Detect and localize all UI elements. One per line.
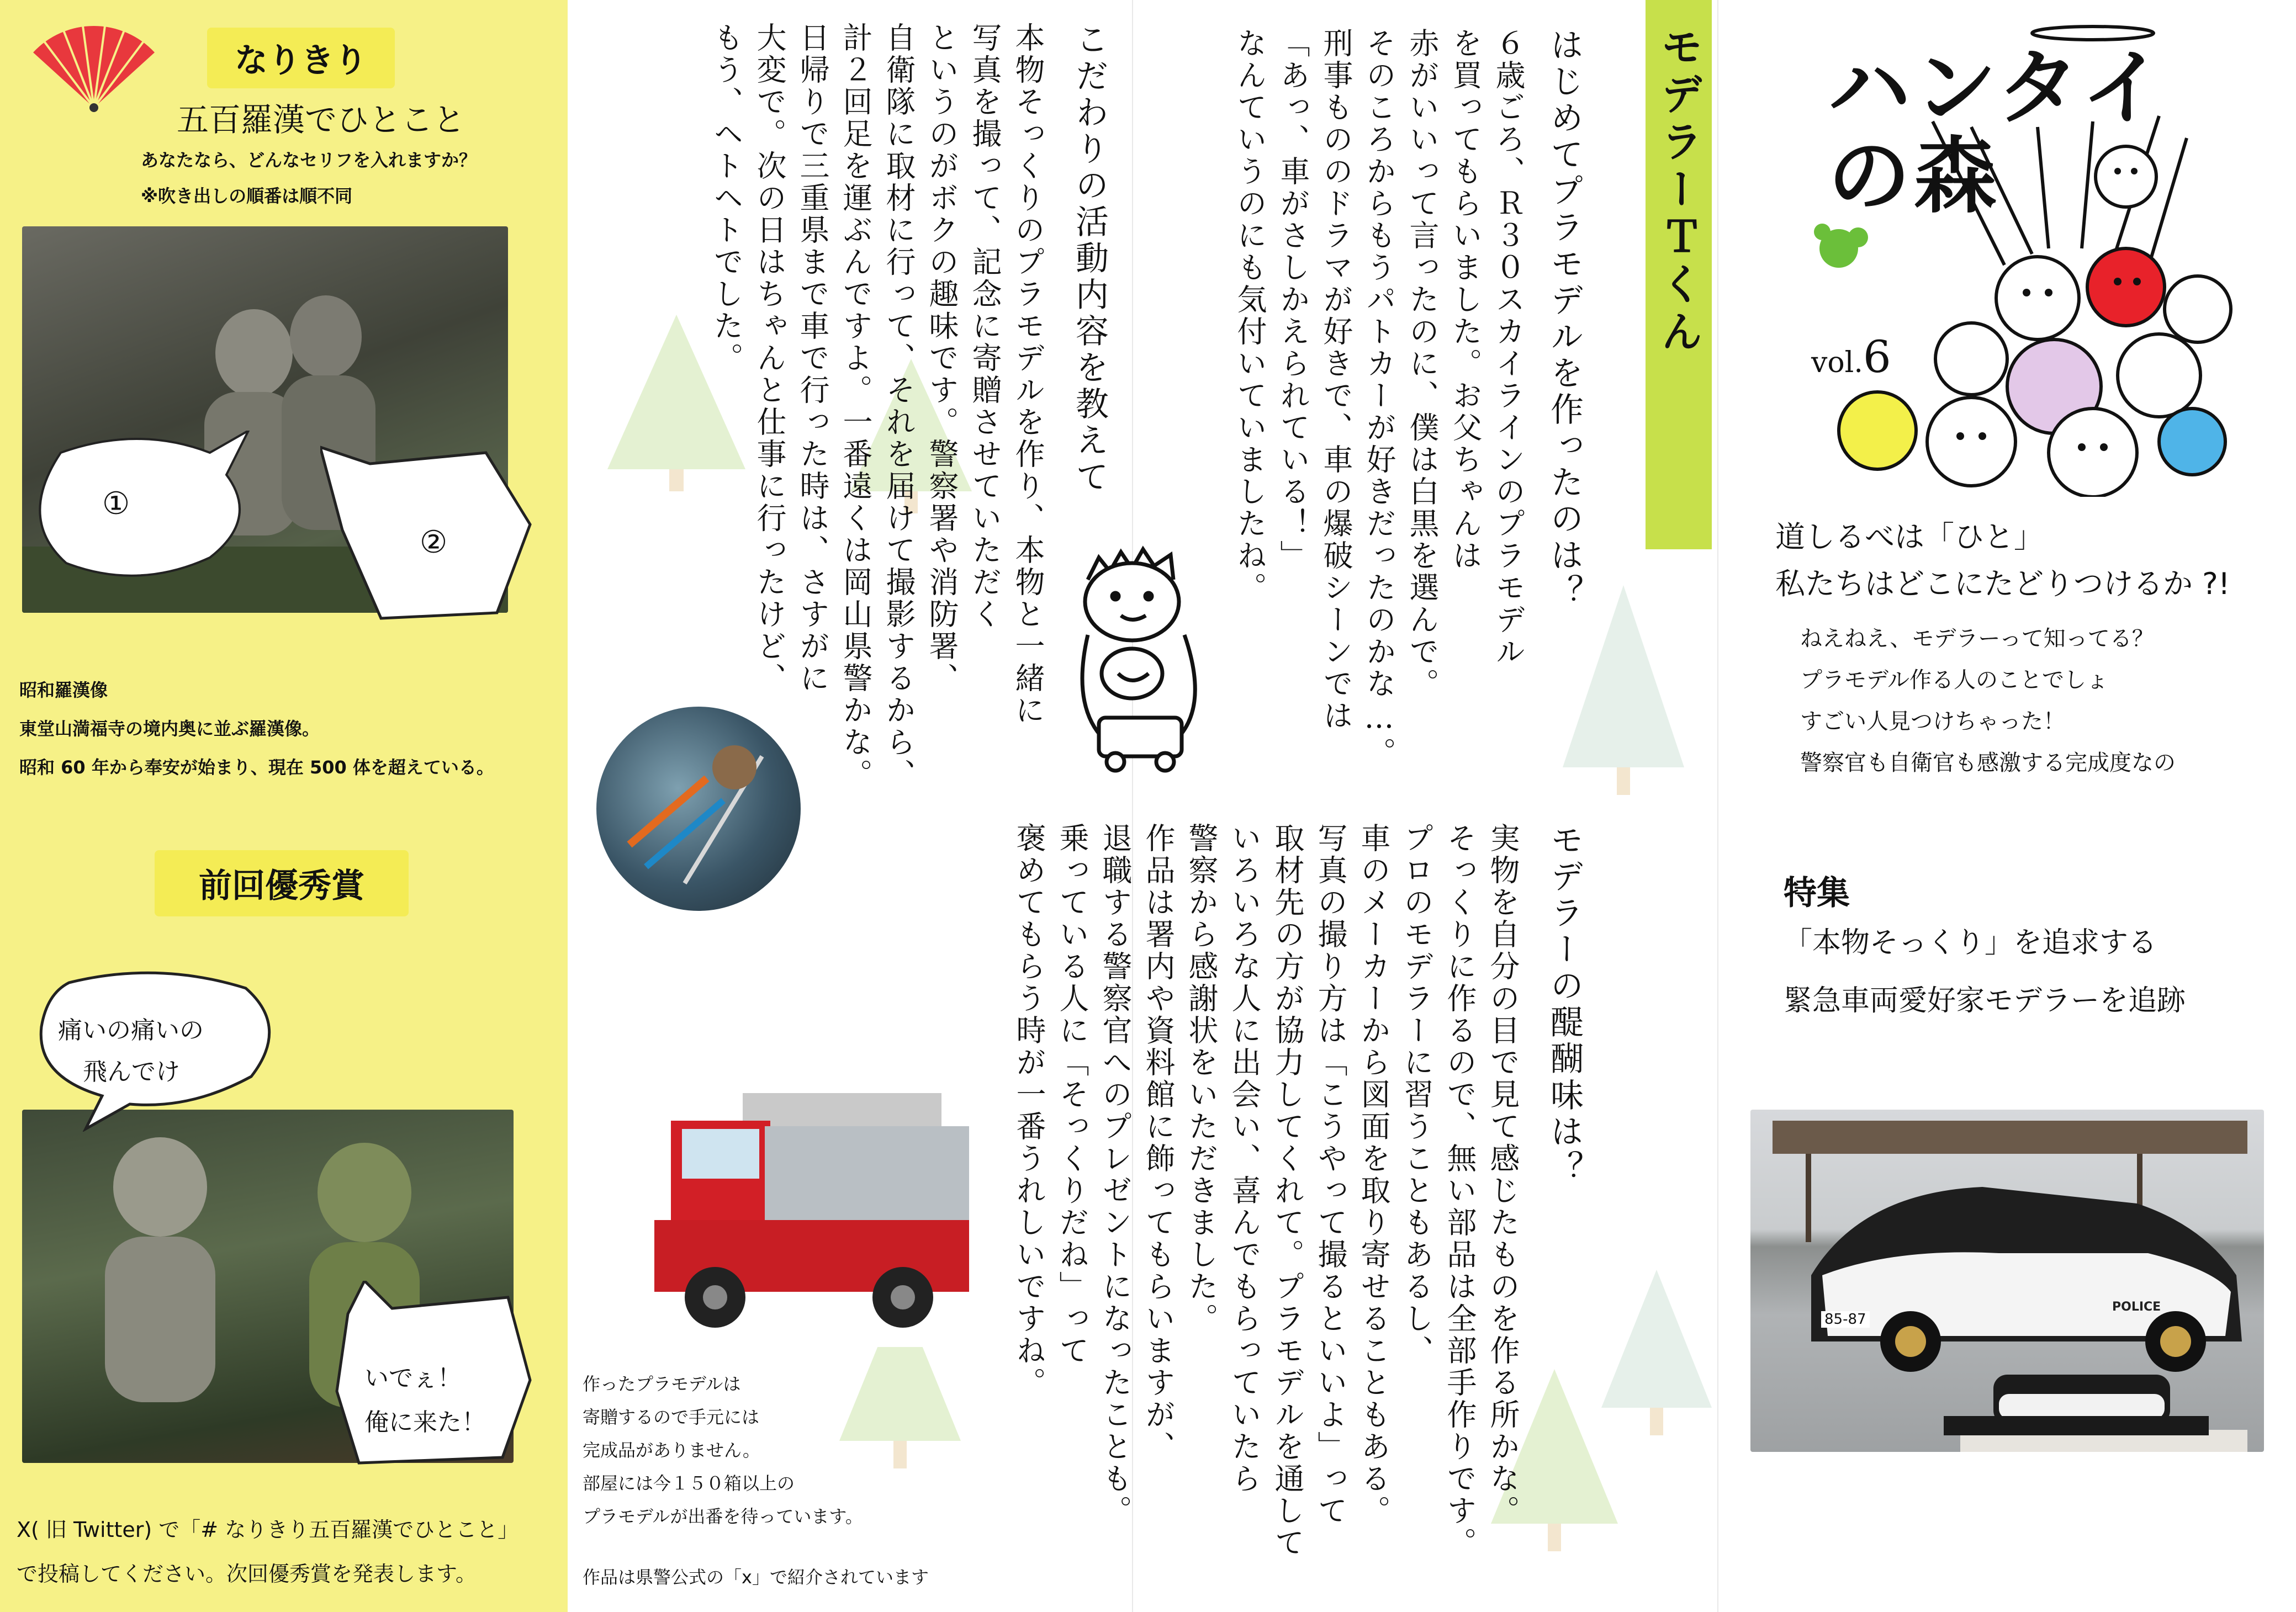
tree-icon bbox=[1563, 585, 1684, 795]
tree-icon bbox=[1601, 1270, 1712, 1435]
chat-line: すごい人見つけちゃった！ bbox=[1800, 709, 2065, 734]
feature-label: 特集 bbox=[1784, 874, 1850, 913]
tagline-line: 私たちはどこにたどりつけるか ?! bbox=[1775, 566, 2230, 601]
name-banner-text: モデラーＴくん bbox=[1654, 25, 1704, 357]
q3-body: 実物を自分の目で見て感じたものを作る所かな。 そっくりに作るので、無い部品は全部手作りです。 プロのモデラーに習うこともあるし、 車のメーカーから図面を取り寄せることもある。 写真の撮り方は「こうやって撮るといいよ」って 取材先の方が協力してくれて。プラモデルを通して いろいろな人に出会い、喜んでもらっていたら 警察から感謝状をいただきました。 作品は署内や資料館に飾ってもらいますが、 退職する警察官へのプレゼントになったことも。 乗っている人に「そっくりだね」って 褒めてもらう時が一番うれしいですね。 bbox=[1012, 823, 1520, 1559]
statue-caption-title: 昭和羅漢像 bbox=[19, 680, 108, 701]
q2-heading: こだわりの活動内容を教えて bbox=[1070, 22, 1109, 496]
footer-line: で投稿してください。次回優秀賞を発表します。 bbox=[17, 1562, 477, 1586]
x-note: 作品は県警公式の「x」で紹介されています bbox=[583, 1567, 929, 1588]
photo-caption-line: プラモデルが出番を待っています。 bbox=[583, 1506, 863, 1527]
name-banner bbox=[1646, 0, 1712, 549]
vol-number: 6 bbox=[1863, 331, 1891, 383]
police-car-photo bbox=[1750, 1110, 2264, 1452]
chat-line: ねえねえ、モデラーって知ってる？ bbox=[1800, 626, 2154, 651]
q3-heading: モデラーの醍醐味は？ bbox=[1545, 823, 1584, 1187]
statue-caption-line: 昭和 60 年から奉安が始まり、現在 500 体を超えている。 bbox=[19, 757, 494, 778]
bubble-1-label: ① bbox=[102, 486, 130, 522]
narikiri-title: 五百羅漢でひとこと bbox=[177, 101, 465, 139]
q1-body: ６歳ごろ、Ｒ３０スカイラインのプラモデル を買ってもらいました。お父ちゃんは 赤がいいって言ったのに、僕は白黒を選んで。 そのころからもうパトカーが好きだったのかな…。 刑事もののドラマが好きで、車の爆破シーンでは 「あっ、車がさしかえられている！」 なんていうのにも気付いていましたね。 bbox=[1232, 28, 1526, 769]
q1-heading: はじめてプラモデルを作ったのは？ bbox=[1545, 28, 1584, 611]
prize-bubble-2-line: 俺に来た！ bbox=[364, 1408, 486, 1436]
chat-line: プラモデル作る人のことでしょ bbox=[1800, 667, 2108, 693]
volume-label bbox=[1811, 331, 1891, 383]
photo-caption-line: 作ったプラモデルは bbox=[583, 1374, 741, 1394]
photo-caption-line: 寄贈するので手元には bbox=[583, 1407, 760, 1428]
prize-bubble-2-line: いでぇ！ bbox=[364, 1364, 462, 1392]
fan-icon bbox=[28, 19, 160, 113]
plate-text: 85-87 bbox=[1821, 1311, 1870, 1328]
note-line: ※吹き出しの順番は順不同 bbox=[141, 185, 353, 206]
logo-text: ハンタイの森 bbox=[1828, 40, 2168, 225]
vol-label: vol. bbox=[1811, 346, 1863, 379]
feature-line: 「本物そっくり」を追求する bbox=[1784, 926, 2157, 959]
police-text: POLICE bbox=[2112, 1300, 2161, 1314]
speech-bubble bbox=[25, 966, 290, 1132]
modeler-illustration bbox=[1066, 541, 1220, 778]
tagline-line: 道しるべは「ひと」 bbox=[1775, 519, 2044, 554]
q2-body: 本物そっくりのプラモデルを作り、本物と一緒に 写真を撮って、記念に寄贈させていただく というのがボクの趣味です。警察署や消防署、 自衛隊に取材に行って、それを届けて撮影するから、 計２回足を運ぶんですよ。一番遠くは岡山県警かな。 日帰りで三重県まで車で行った時は、さすがに 大変で。次の日はちゃんと仕事に行ったけど、 もう、ヘトヘトでした。 bbox=[709, 22, 1045, 791]
prize-badge: 前回優秀賞 bbox=[155, 850, 409, 916]
fire-truck-photo bbox=[605, 1077, 991, 1364]
fold-line bbox=[1717, 0, 1718, 1612]
statue-caption-line: 東堂山満福寺の境内奥に並ぶ羅漢像。 bbox=[19, 718, 320, 739]
feature-line: 緊急車両愛好家モデラーを追跡 bbox=[1784, 984, 2186, 1017]
prize-bubble-1-line: 痛いの痛いの bbox=[58, 1016, 204, 1044]
logo-illustration bbox=[1806, 11, 2236, 497]
chat-line: 警察官も自衛官も感激する完成度なの bbox=[1800, 750, 2176, 776]
narikiri-badge: なりきり bbox=[207, 28, 395, 88]
bubble-2-label: ② bbox=[420, 524, 448, 560]
prompt-line: あなたなら、どんなセリフを入れますか？ bbox=[141, 150, 477, 171]
photo-caption-line: 完成品がありません。 bbox=[583, 1440, 760, 1461]
speech-bubble bbox=[28, 431, 260, 591]
footer-line: X( 旧 Twitter) で「# なりきり五百羅漢でひとこと」 bbox=[17, 1518, 519, 1542]
prize-bubble-1-line: 飛んでけ bbox=[83, 1058, 180, 1086]
photo-caption-line: 部屋には今１５０箱以上の bbox=[583, 1473, 795, 1494]
tools-photo bbox=[596, 707, 801, 911]
